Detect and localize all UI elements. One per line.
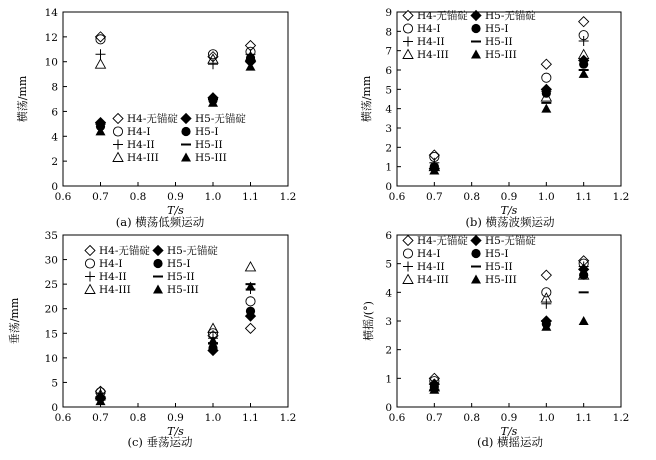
- y-tick-label: 0: [51, 402, 58, 414]
- panel-caption: (d) 横摇运动: [477, 435, 543, 449]
- legend-label: H4-II: [417, 36, 445, 48]
- legend-label: H4-I: [417, 23, 441, 35]
- legend-marker: [471, 275, 481, 284]
- data-point: [208, 343, 217, 352]
- y-axis-label: 横摇/(°): [362, 301, 375, 341]
- data-point: [541, 59, 551, 69]
- x-tick-label: 0.6: [388, 191, 406, 203]
- y-axis-label: 垂荡/mm: [8, 297, 21, 345]
- x-tick-label: 0.8: [129, 412, 147, 424]
- y-tick-label: 1: [385, 161, 392, 174]
- x-tick-label: 1.0: [537, 191, 555, 203]
- y-tick-label: 15: [44, 328, 58, 341]
- legend-label: H4-III: [127, 152, 159, 164]
- y-tick-label: 30: [44, 254, 58, 267]
- legend-marker: [471, 24, 480, 33]
- x-tick-label: 0.6: [54, 191, 72, 203]
- legend-label: H4-II: [127, 139, 155, 151]
- x-tick-label: 1.2: [612, 412, 630, 424]
- legend-marker: [181, 114, 191, 124]
- series-h5-ii: [429, 292, 588, 389]
- legend-marker: [181, 127, 190, 136]
- y-tick-label: 12: [44, 31, 58, 44]
- x-tick-label: 0.6: [388, 412, 406, 424]
- legend-marker: [403, 249, 412, 258]
- data-point: [579, 316, 589, 325]
- panel-c: [7, 230, 296, 449]
- y-tick-label: 14: [44, 7, 58, 19]
- data-point: [579, 60, 588, 69]
- panel-caption: (a) 横荡低频运动: [115, 215, 205, 229]
- legend-marker: [113, 127, 122, 136]
- legend-marker: [181, 153, 191, 162]
- x-tick-label: 1.1: [575, 191, 593, 203]
- y-tick-label: 2: [385, 344, 392, 357]
- x-tick-label: 0.7: [92, 191, 109, 203]
- y-tick-label: 25: [44, 279, 58, 292]
- x-tick-label: 0.9: [500, 191, 518, 203]
- series-h4-ii: [96, 49, 256, 69]
- legend-marker: [153, 259, 162, 268]
- data-point: [96, 49, 106, 59]
- y-tick-label: 5: [385, 258, 392, 271]
- legend-marker: [403, 37, 413, 47]
- y-tick-label: 6: [385, 65, 392, 77]
- panel-caption: (b) 横荡波频运动: [465, 215, 555, 229]
- legend-label: H5-III: [167, 284, 199, 296]
- legend-label: H5-III: [485, 49, 517, 61]
- y-tick-label: 4: [51, 131, 58, 144]
- x-axis-label: T/s: [167, 204, 184, 217]
- panel-a: [15, 7, 296, 229]
- legend-label: H5-II: [485, 261, 513, 273]
- y-tick-label: 5: [385, 84, 392, 97]
- x-tick-label: 1.2: [279, 191, 297, 203]
- legend-label: H5-I: [167, 258, 191, 270]
- series-h5-iii: [429, 316, 588, 394]
- legend-label: H4-无锚碇: [99, 245, 150, 257]
- series-h4-iii: [429, 270, 588, 391]
- x-tick-label: 0.9: [167, 412, 184, 424]
- legend-label: H5-无锚碇: [167, 245, 218, 257]
- legend-label: H4-I: [127, 126, 151, 138]
- legend-marker: [113, 140, 123, 150]
- y-axis-label: 横荡/mm: [16, 75, 29, 123]
- legend-label: H5-无锚碇: [485, 10, 536, 22]
- x-axis-label: T/s: [500, 204, 518, 217]
- legend-marker: [153, 246, 163, 256]
- legend-marker: [85, 272, 95, 282]
- legend-label: H4-II: [99, 271, 127, 283]
- y-tick-label: 8: [385, 26, 392, 39]
- x-tick-label: 0.6: [54, 412, 72, 424]
- legend-label: H5-III: [195, 152, 227, 164]
- legend-label: H5-III: [485, 274, 517, 286]
- y-tick-label: 6: [385, 230, 392, 242]
- y-tick-label: 4: [385, 287, 392, 300]
- y-tick-label: 6: [51, 106, 58, 119]
- x-tick-label: 0.8: [463, 412, 481, 424]
- series-h5-i: [430, 60, 589, 172]
- legend-label: H4-I: [417, 248, 441, 260]
- legend-marker: [471, 50, 481, 59]
- legend-marker: [403, 236, 413, 246]
- y-tick-label: 20: [44, 303, 58, 316]
- legend-label: H5-无锚碇: [195, 113, 246, 125]
- legend: [113, 112, 246, 164]
- legend-label: H5-II: [167, 271, 195, 283]
- legend-label: H5-I: [195, 126, 219, 138]
- series-h4-unmoored: [96, 32, 256, 62]
- x-tick-label: 0.7: [425, 191, 443, 203]
- legend: [403, 234, 536, 286]
- x-tick-label: 1.0: [204, 412, 222, 424]
- series-h4-ii: [96, 284, 256, 398]
- y-tick-label: 5: [51, 377, 58, 390]
- legend-marker: [471, 249, 480, 258]
- legend-marker: [85, 259, 94, 268]
- legend-label: H4-I: [99, 258, 123, 270]
- x-tick-label: 0.9: [500, 412, 518, 424]
- legend-label: H5-II: [485, 36, 513, 48]
- x-tick-label: 0.8: [129, 191, 147, 203]
- legend-marker: [403, 50, 413, 59]
- data-point: [542, 89, 551, 98]
- panel-caption: (c) 垂荡运动: [127, 435, 193, 449]
- series-h5-i: [430, 271, 589, 392]
- series-h4-i: [96, 35, 255, 59]
- legend-label: H4-II: [417, 261, 445, 273]
- y-tick-label: 3: [385, 123, 392, 135]
- x-tick-label: 1.2: [612, 191, 630, 203]
- y-tick-label: 0: [385, 402, 392, 414]
- series-h5-ii: [429, 70, 588, 169]
- x-axis-label: T/s: [500, 425, 518, 438]
- x-tick-label: 1.1: [242, 191, 259, 203]
- x-tick-label: 0.9: [167, 191, 184, 203]
- data-point: [96, 59, 106, 68]
- legend-marker: [403, 24, 412, 33]
- legend-label: H4-III: [99, 284, 131, 296]
- series-h4-i: [96, 297, 255, 397]
- legend-marker: [85, 285, 95, 294]
- series-h5-unmoored: [96, 311, 256, 402]
- legend-marker: [403, 275, 413, 284]
- legend-label: H4-无锚碇: [127, 113, 178, 125]
- y-tick-label: 3: [385, 316, 392, 328]
- y-tick-label: 0: [385, 181, 392, 193]
- legend-marker: [85, 246, 95, 256]
- y-tick-label: 0: [51, 181, 58, 193]
- x-axis-label: T/s: [167, 425, 184, 438]
- x-tick-label: 0.7: [92, 412, 109, 424]
- series-h4-unmoored: [96, 323, 256, 396]
- y-tick-label: 2: [51, 156, 58, 169]
- y-tick-label: 4: [385, 103, 392, 116]
- y-tick-label: 35: [44, 230, 58, 242]
- legend-marker: [113, 153, 123, 162]
- legend-label: H5-I: [485, 23, 509, 35]
- series-h5-iii: [429, 69, 588, 175]
- panel-d: [361, 230, 629, 449]
- legend: [85, 244, 218, 296]
- data-point: [541, 270, 551, 280]
- data-point: [541, 104, 551, 113]
- x-tick-label: 1.1: [575, 412, 593, 424]
- x-tick-label: 0.8: [463, 191, 481, 203]
- legend-marker: [153, 285, 163, 294]
- data-point: [579, 17, 589, 27]
- legend-marker: [113, 114, 123, 124]
- data-point: [579, 271, 588, 280]
- data-point: [246, 297, 255, 306]
- series-h5-unmoored: [429, 55, 588, 173]
- x-tick-label: 1.2: [279, 412, 297, 424]
- x-tick-label: 1.0: [537, 412, 555, 424]
- y-tick-label: 7: [385, 45, 392, 58]
- data-point: [542, 73, 551, 82]
- panel-b: [359, 7, 629, 229]
- y-axis-label: 横荡/mm: [360, 75, 373, 123]
- legend-label: H5-无锚碇: [485, 235, 536, 247]
- legend-marker: [403, 262, 413, 272]
- legend-label: H5-II: [195, 139, 223, 151]
- legend-label: H4-III: [417, 49, 449, 61]
- y-tick-label: 8: [51, 81, 58, 94]
- legend-label: H4-III: [417, 274, 449, 286]
- y-tick-label: 9: [385, 7, 392, 19]
- y-tick-label: 2: [385, 142, 392, 155]
- series-h4-iii: [429, 50, 588, 171]
- data-point: [246, 307, 255, 316]
- y-tick-label: 10: [44, 56, 58, 69]
- x-tick-label: 0.7: [425, 412, 443, 424]
- x-tick-label: 1.1: [242, 412, 259, 424]
- x-tick-label: 1.0: [204, 191, 222, 203]
- series-h5-ii: [96, 284, 256, 399]
- legend-label: H4-无锚碇: [417, 10, 468, 22]
- data-point: [246, 282, 256, 291]
- legend-marker: [471, 236, 481, 246]
- data-point: [541, 299, 551, 309]
- series-h4-iii: [96, 52, 256, 68]
- y-tick-label: 1: [385, 373, 392, 386]
- series-h5-iii: [96, 282, 256, 406]
- series-h5-i: [96, 307, 255, 403]
- data-point: [246, 323, 256, 333]
- data-point: [246, 262, 256, 271]
- legend-label: H5-I: [485, 248, 509, 260]
- legend-label: H4-无锚碇: [417, 235, 468, 247]
- y-tick-label: 10: [44, 352, 58, 365]
- legend: [403, 9, 536, 61]
